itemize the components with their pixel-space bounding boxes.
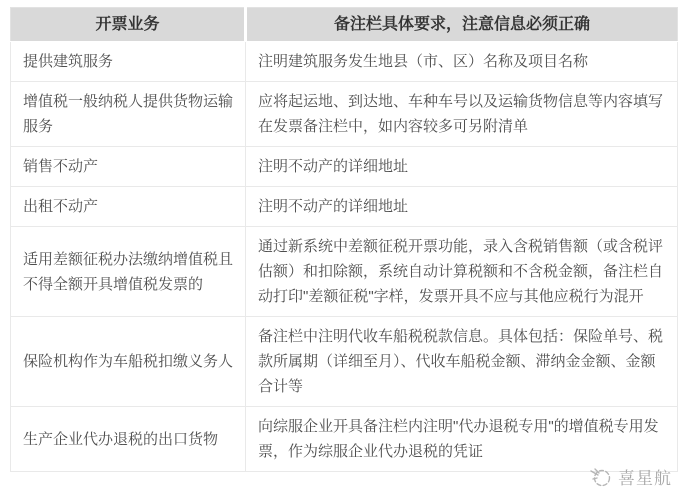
requirement-cell: 注明不动产的详细地址 [246, 187, 678, 227]
business-cell: 生产企业代办退税的出口货物 [11, 407, 246, 472]
business-cell: 出租不动产 [11, 187, 246, 227]
requirement-cell: 向综服企业开具备注栏内注明"代办退税专用"的增值税专用发票，作为综服企业代办退税的凭证 [246, 407, 678, 472]
requirement-cell: 通过新系统中差额征税开票功能，录入含税销售额（或含税评估额）和扣除额，系统自动计算税额和不含税金额，备注栏自动打印"差额征税"字样，发票开具不应与其他应税行为混开 [246, 227, 678, 317]
watermark [589, 464, 672, 489]
table-row [11, 147, 678, 187]
header-cell-business: 开票业务 [11, 8, 246, 42]
header-cell-requirement: 备注栏具体要求，注意信息必须正确 [246, 8, 678, 42]
table-row [11, 227, 678, 317]
table-row [11, 42, 678, 82]
business-cell: 增值税一般纳税人提供货物运输服务 [11, 82, 246, 147]
business-cell: 销售不动产 [11, 147, 246, 187]
invoice-remarks-table [10, 7, 678, 472]
brand-logo-icon [589, 466, 613, 488]
table-header-row [11, 8, 678, 42]
business-cell: 适用差额征税办法缴纳增值税且不得全额开具增值税发票的 [11, 227, 246, 317]
table-row [11, 407, 678, 472]
business-cell: 保险机构作为车船税扣缴义务人 [11, 317, 246, 407]
business-cell: 提供建筑服务 [11, 42, 246, 82]
table-row [11, 317, 678, 407]
table-row [11, 187, 678, 227]
requirement-cell: 应将起运地、到达地、车种车号以及运输货物信息等内容填写在发票备注栏中，如内容较多可另附清单 [246, 82, 678, 147]
table-row [11, 82, 678, 147]
requirement-cell: 注明建筑服务发生地县（市、区）名称及项目名称 [246, 42, 678, 82]
requirement-cell: 注明不动产的详细地址 [246, 147, 678, 187]
watermark-text: 喜星航 [618, 469, 672, 488]
requirement-cell: 备注栏中注明代收车船税税款信息。具体包括：保险单号、税款所属期（详细至月）、代收车船税金额、滞纳金金额、金额合计等 [246, 317, 678, 407]
